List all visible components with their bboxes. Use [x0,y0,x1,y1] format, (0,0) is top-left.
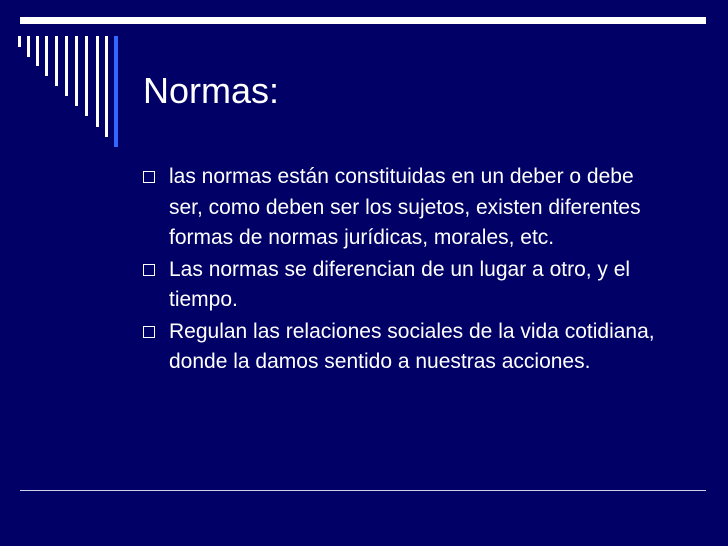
bullet-item [143,317,673,378]
hollow-square-icon [143,171,155,183]
stripe [96,36,99,127]
stripe [27,36,30,57]
hollow-square-icon [143,264,155,276]
bullet-text: las normas están constituidas en un deber o debe ser, como deben ser los sujetos, existen diferentes formas de normas jurídicas, morales, etc. [169,165,641,249]
hollow-square-icon [143,326,155,338]
stripe [18,36,21,47]
bullet-list [143,162,673,378]
bullet-text: Las normas se diferencian de un lugar a otro, y el tiempo. [169,257,631,311]
stripe [105,36,108,137]
stripe [45,36,48,76]
bullet-text: Regulan las relaciones sociales de la vida cotidiana, donde la damos sentido a nuestras acciones. [169,319,655,373]
stripe [55,36,58,86]
stripe [85,36,88,116]
bullet-item [143,255,673,316]
stripe [36,36,39,66]
bottom-rule [20,490,706,491]
accent-stripe [114,36,118,147]
stripe [75,36,78,106]
decorative-stripes [0,0,130,150]
bullet-item [143,162,673,254]
stripe [65,36,68,96]
slide-title: Normas: [143,70,280,111]
